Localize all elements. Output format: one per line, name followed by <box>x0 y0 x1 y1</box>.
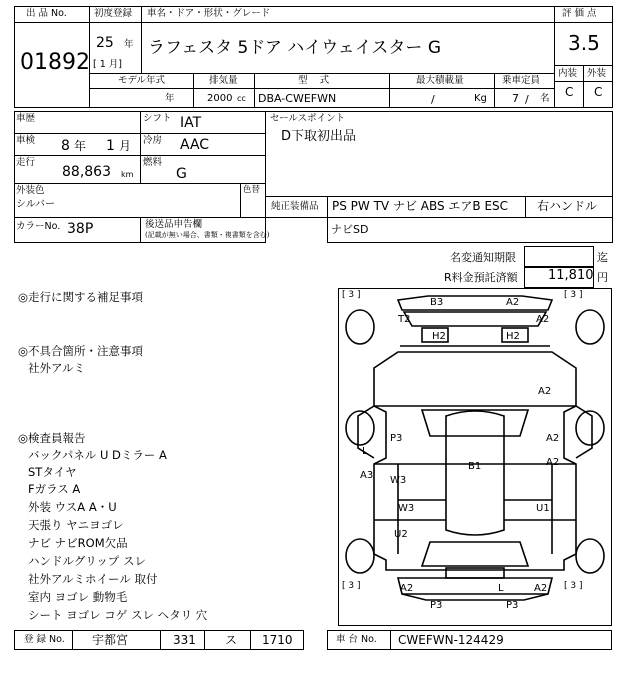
lot-no: 01892 <box>20 50 90 75</box>
handle-value: 右ハンドル <box>537 199 598 213</box>
wheel-front-right <box>576 310 604 344</box>
chassis-label: 車 台 No. <box>336 634 377 645</box>
docs-label: 後送品申告欄 <box>145 219 203 230</box>
capacity-value: 7 <box>512 92 519 105</box>
inspector-item: 外装 ウスA A・U <box>28 500 117 514</box>
first-registration-label: 初度登録 <box>94 8 133 19</box>
ac-label: 冷房 <box>143 135 163 146</box>
shift-value: IAT <box>180 115 202 131</box>
interior-grade: C <box>565 85 574 99</box>
docs-note: (記載が無い場合、書類・複書類を含む) <box>145 231 270 239</box>
damage-mark: A3 <box>360 470 374 481</box>
fuel-value: G <box>176 166 187 182</box>
mileage-unit: km <box>121 170 134 179</box>
wheel-left-front <box>346 411 374 445</box>
lot-no-label: 出 品 No. <box>26 8 67 19</box>
windshield <box>422 410 528 436</box>
model-year-label: モデル年式 <box>118 75 166 86</box>
registration-place: 宇都宮 <box>92 633 129 647</box>
registration-kana: ス <box>225 633 238 647</box>
damage-mark: L <box>498 583 504 594</box>
wheel-left-rear <box>346 539 374 573</box>
registration-label: 登 録 No. <box>24 634 65 645</box>
registration-number: 1710 <box>262 633 293 647</box>
ac-value: AAC <box>180 137 210 153</box>
damage-mark: A2 <box>506 297 520 308</box>
model-year-unit: 年 <box>165 93 175 104</box>
car-diagram <box>338 288 612 626</box>
registration-class: 331 <box>173 633 196 647</box>
inspector-item: ナビ ナビROM欠品 <box>28 536 128 550</box>
rear-window <box>422 542 528 566</box>
tire-label-tl: [ 3 ] <box>342 290 361 300</box>
inspection-label: 車検 <box>16 135 36 146</box>
history-label: 車歴 <box>16 113 36 124</box>
damage-mark: W3 <box>390 475 407 486</box>
defect-item: 社外アルミ <box>28 361 86 375</box>
damage-mark: H2 <box>506 331 520 342</box>
damage-mark: A2 <box>536 314 550 325</box>
vehicle-name: ラフェスタ 5ドア ハイウェイスター G <box>148 38 441 58</box>
mileage-label: 走行 <box>16 157 36 168</box>
name-change-label: 名変通知期限 <box>450 251 516 264</box>
inspector-item: シート ヨゴレ コゲ スレ ヘタリ 穴 <box>28 608 208 622</box>
score-label: 評 価 点 <box>562 8 597 19</box>
tire-label-tr: [ 3 ] <box>564 290 583 300</box>
damage-mark: H2 <box>432 331 446 342</box>
inspector-item: ハンドルグリップ スレ <box>28 554 146 568</box>
first-registration-year: 25 <box>96 35 114 51</box>
damage-mark: A2 <box>534 583 548 594</box>
displacement-unit: cc <box>237 94 246 103</box>
color-value: シルバー <box>16 199 56 210</box>
tire-label-bl: [ 3 ] <box>342 581 361 591</box>
name-change-value-box <box>524 246 594 268</box>
max-load-label: 最大積載量 <box>416 75 464 86</box>
recycle-label: R料金預託済額 <box>444 271 518 284</box>
docs-value-cell <box>327 217 613 243</box>
rear-bumper <box>398 578 552 594</box>
equipment-label: 純正装備品 <box>271 201 319 212</box>
inspection-year-unit: 年 <box>74 139 87 153</box>
damage-mark: U1 <box>536 503 550 514</box>
chassis-number: CWEFWN-124429 <box>398 633 504 647</box>
first-registration-year-unit: 年 <box>124 39 134 50</box>
front-grille <box>404 312 546 326</box>
type-label: 型 式 <box>298 75 330 86</box>
shift-label: シフト <box>143 113 172 124</box>
inspector-item: Fガラス A <box>28 482 81 496</box>
fuel-label: 燃料 <box>143 157 163 168</box>
model-code: DBA-CWEFWN <box>258 92 337 105</box>
damage-mark: P3 <box>430 600 443 611</box>
inspector-item: 天張り ヤニヨゴレ <box>28 518 124 532</box>
displacement-label: 排気量 <box>209 75 238 86</box>
score: 3.5 <box>568 31 600 55</box>
equipment-value: PS PW TV ナビ ABS エアB ESC <box>332 199 509 213</box>
wheel-right-rear <box>576 539 604 573</box>
docs-value: ナビSD <box>331 223 369 236</box>
color-no-label: カラーNo. <box>16 221 61 232</box>
capacity-slash: / <box>525 93 529 106</box>
recycle-unit: 円 <box>597 271 608 284</box>
inspector-title: ◎検査員報告 <box>18 431 86 445</box>
damage-mark: W3 <box>398 503 415 514</box>
damage-mark: A2 <box>546 433 560 444</box>
roof <box>446 411 504 535</box>
inspection-year: 8 <box>61 138 70 154</box>
front-bumper <box>398 296 552 310</box>
inspector-item: 社外アルミホイール 取付 <box>28 572 158 586</box>
color-label: 外装色 <box>16 185 45 196</box>
damage-mark: A2 <box>546 457 560 468</box>
vehicle-name-label: 車名・ドア・形状・グレード <box>147 8 271 19</box>
max-load-slash: / <box>431 93 435 106</box>
color-no-value: 38P <box>67 221 94 237</box>
damage-mark: B3 <box>430 297 444 308</box>
wheel-front-left <box>346 310 374 344</box>
sales-point-label: セールスポイント <box>270 113 346 124</box>
repaint-label: 色替 <box>243 185 261 195</box>
damage-mark: U2 <box>394 529 408 540</box>
first-registration-month: [ 1 月] <box>93 59 122 70</box>
sales-point-value: D下取初出品 <box>281 129 357 144</box>
wheel-right-front <box>576 411 604 445</box>
capacity-unit: 名 <box>540 93 550 104</box>
interior-label: 内装 <box>558 68 578 79</box>
running-remarks-title: ◎走行に関する補足事項 <box>18 290 144 304</box>
damage-mark: A2 <box>400 583 414 594</box>
name-change-unit: 迄 <box>597 251 608 264</box>
damage-mark: P3 <box>506 600 519 611</box>
inspector-item: STタイヤ <box>28 465 77 479</box>
inspection-month-unit: 月 <box>119 139 132 153</box>
exterior-grade: C <box>594 85 603 99</box>
inspector-item: 室内 ヨゴレ 動物毛 <box>28 590 128 604</box>
damage-mark: A2 <box>538 386 552 397</box>
inspector-item: バックパネル U Dミラー A <box>28 448 167 462</box>
recycle-value: 11,810 <box>548 268 594 283</box>
tire-label-br: [ 3 ] <box>564 581 583 591</box>
damage-mark: P3 <box>390 433 403 444</box>
exterior-label: 外装 <box>587 68 607 79</box>
mileage-value: 88,863 <box>62 164 111 180</box>
max-load-unit: Kg <box>474 93 487 104</box>
damage-mark: B1 <box>468 461 482 472</box>
displacement-value: 2000 <box>207 93 233 104</box>
capacity-label: 乗車定員 <box>502 75 541 86</box>
damage-mark: L <box>362 446 368 457</box>
defect-title: ◎不具合箇所・注意事項 <box>18 344 144 358</box>
inspection-month: 1 <box>106 138 115 154</box>
damage-mark: T2 <box>398 314 411 325</box>
